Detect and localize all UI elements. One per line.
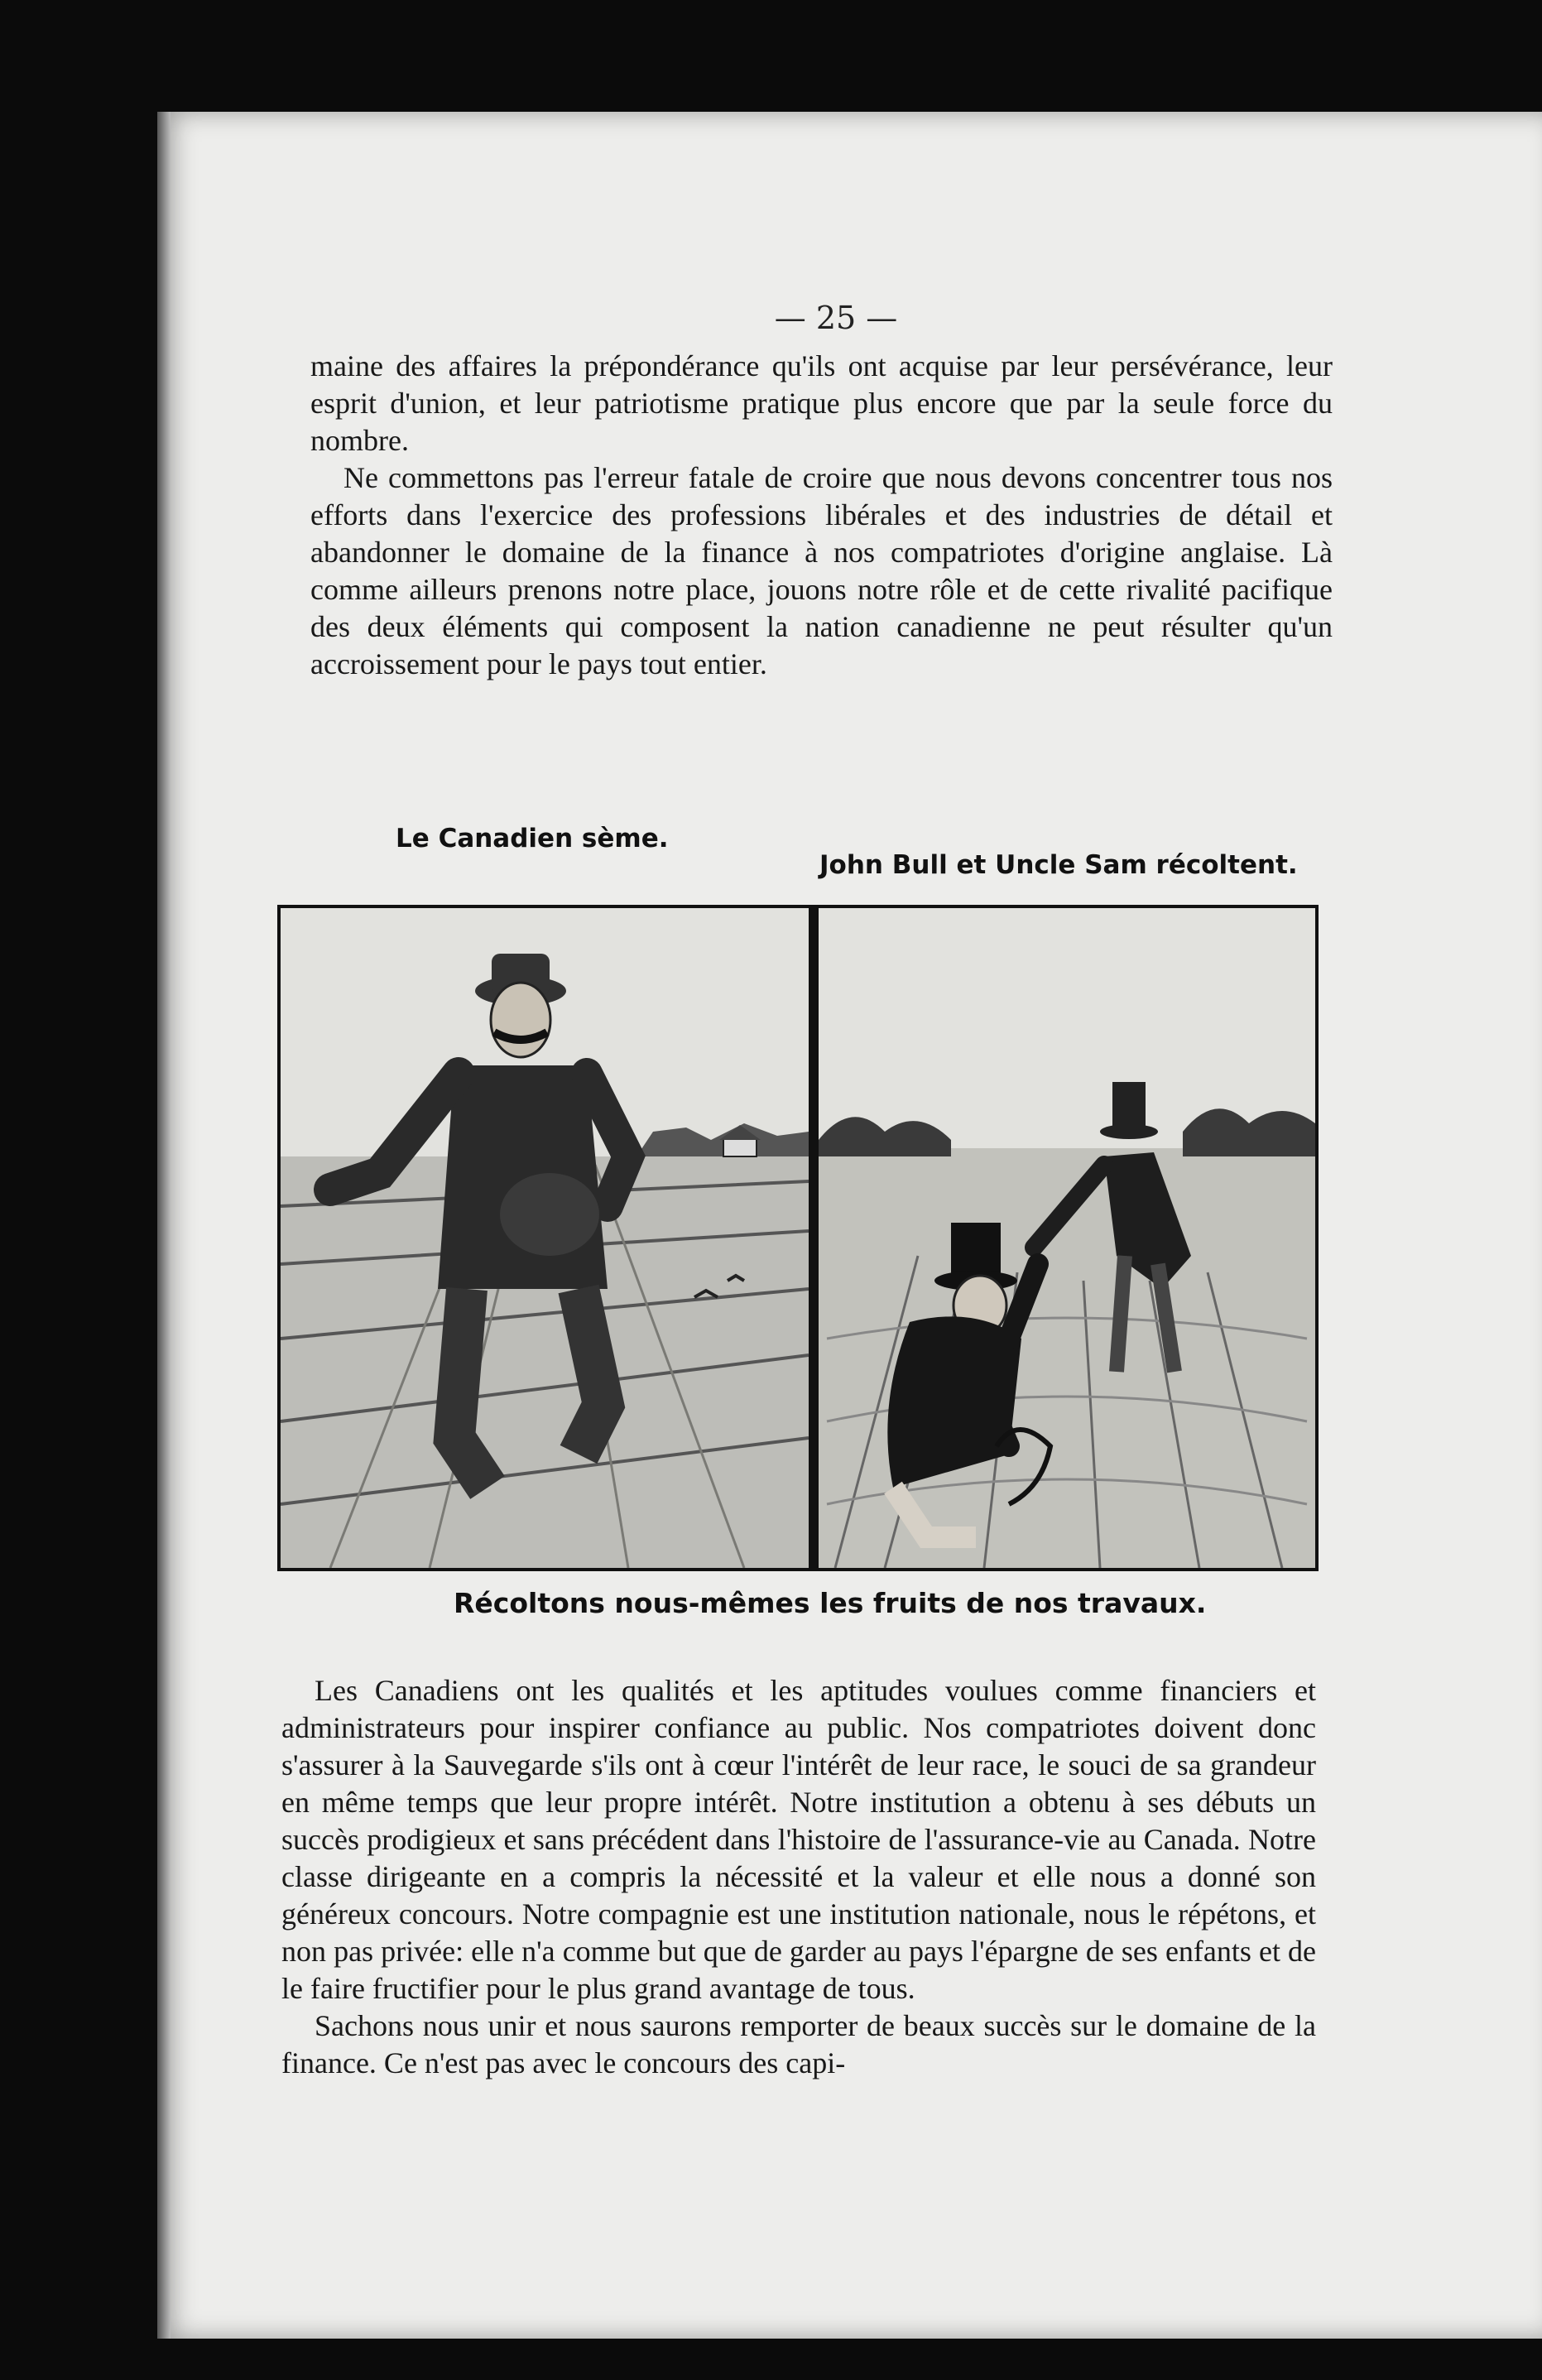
page-number: — 25 — [774, 300, 898, 336]
upper-text-block [310, 348, 1333, 683]
caption-left: Le Canadien sème. [396, 824, 669, 853]
lower-text-block [281, 1672, 1316, 2082]
harvest-drawing [819, 908, 1315, 1568]
sower-drawing [281, 908, 809, 1568]
page-spine-shadow [157, 112, 171, 2339]
harvest-panel [819, 908, 1315, 1568]
paragraph-1: maine des affaires la prépondérance qu'ils ont acquise par leur persévérance, leur esprit d'union, et leur patriotisme pratique plus encore que par la seule force du nombre. [310, 349, 1333, 457]
caption-right: John Bull et Uncle Sam récoltent. [819, 850, 1298, 880]
sower-panel [281, 908, 809, 1568]
cartoon-illustration [277, 905, 1319, 1571]
paragraph-2: Ne commettons pas l'erreur fatale de croire que nous devons concentrer tous nos efforts dans l'exercice des professions libérales et des industries de détail et abandonner le domaine de la finance à nos compatriotes d'origine anglaise. Là comme ailleurs prenons notre place, jouons notre rôle et de cette rivalité pacifique des deux éléments qui composent la nation canadienne ne peut résulter qu'un accroissement pour le pays tout entier. [310, 461, 1333, 680]
paragraph-4: Sachons nous unir et nous saurons remporter de beaux succès sur le domaine de la finance. Ce n'est pas avec le concours des capi- [281, 2009, 1316, 2079]
paragraph-3: Les Canadiens ont les qualités et les aptitudes voulues comme financiers et administrateurs pour inspirer confiance au public. Nos compatriotes doivent donc s'assurer à la Sauvegarde s'ils ont à cœur l'intérêt de leur race, le souci de sa grandeur en même temps que leur propre intérêt. Notre institution a obtenu à ses débuts un succès prodigieux et sans précédent dans l'histoire de l'assurance-vie au Canada. Notre classe dirigeante en a compris la nécessité et la valeur et elle nous a donné son généreux concours. Notre compagnie est une institution nationale, nous le répétons, et non pas privée: elle n'a comme but que de garder au pays l'épargne de ses enfants et de le faire fructifier pour le plus grand avantage de tous. [281, 1674, 1316, 2005]
caption-bottom: Récoltons nous-mêmes les fruits de nos travaux. [454, 1587, 1207, 1619]
